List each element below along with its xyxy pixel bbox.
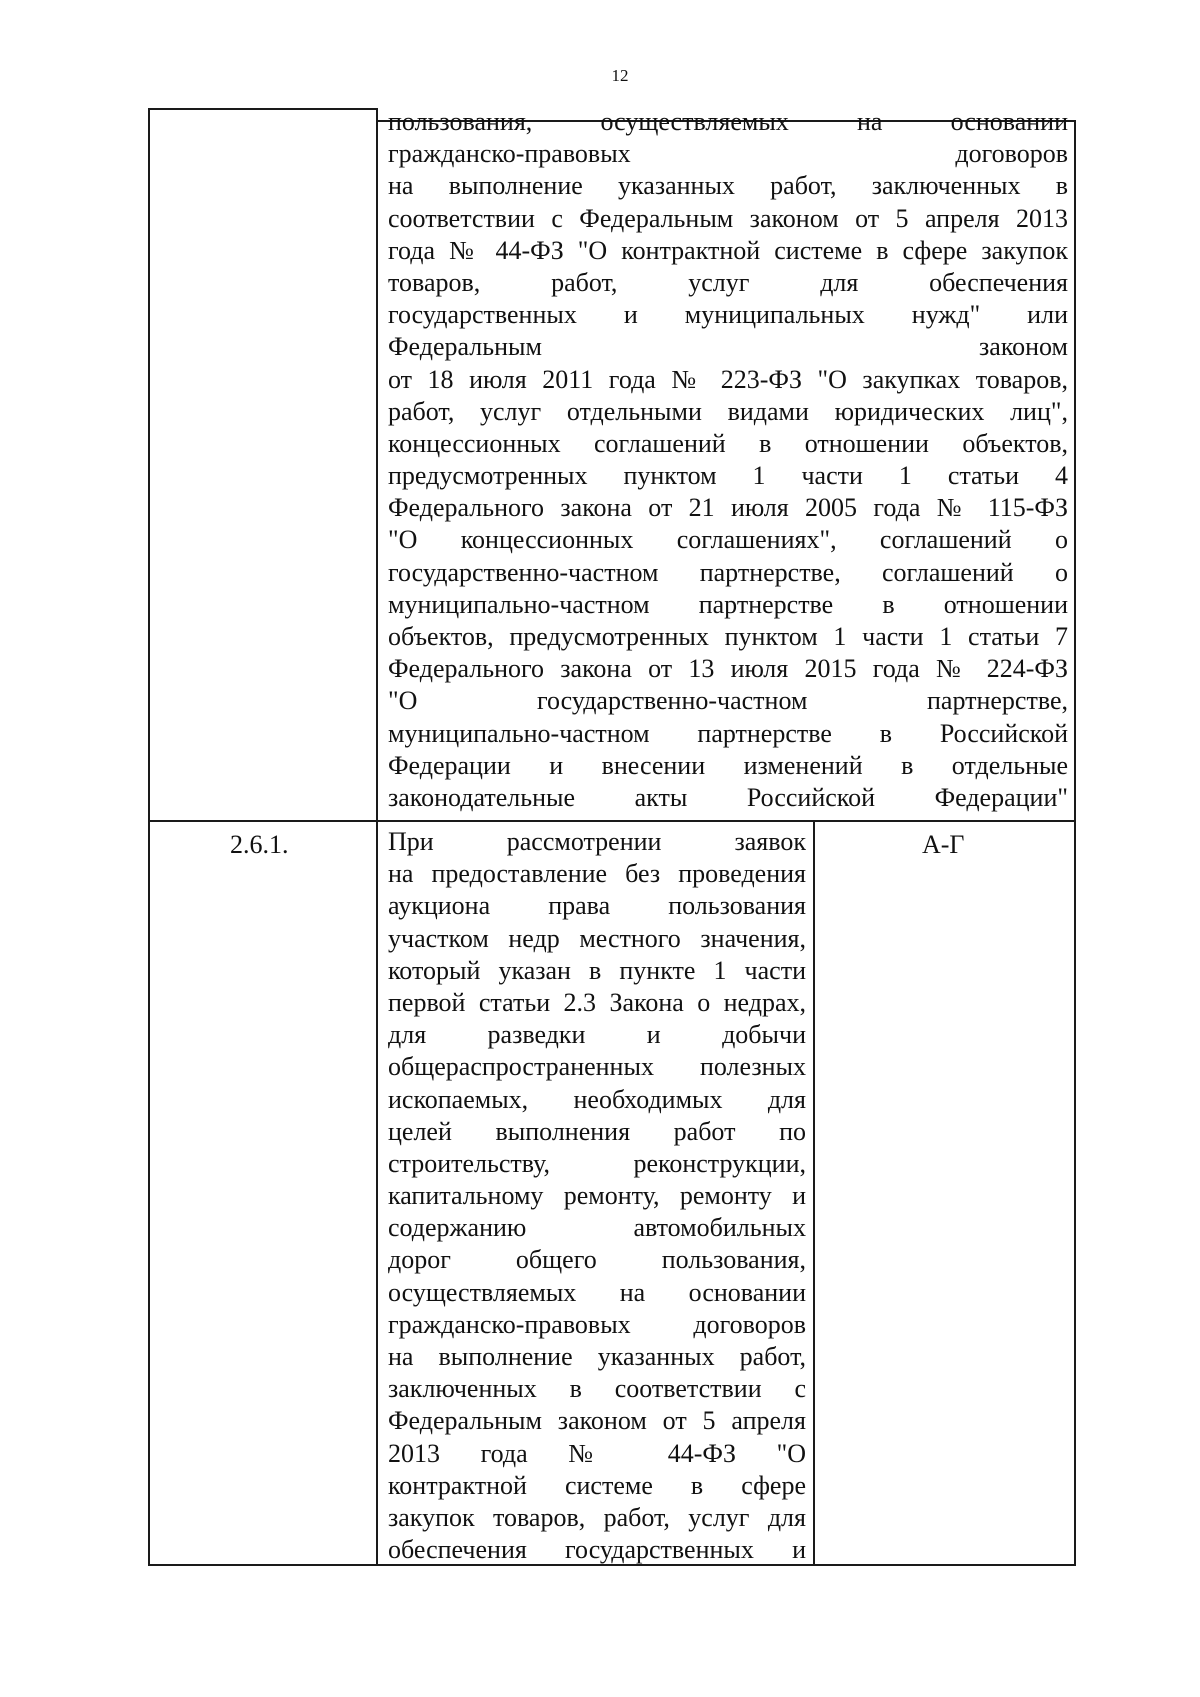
description-line: Федерального закона от 13 июля 2015 года № 224-ФЗ (388, 654, 1068, 684)
description-line: законодательные акты Российской Федерации" (388, 782, 1068, 812)
description-line: государственно-частном партнерстве, соглашений о (388, 557, 1068, 587)
description-line: на выполнение указанных работ, заключенных в (388, 171, 1068, 201)
description-line: аукциона права пользования (388, 891, 806, 921)
description-line: строительству, реконструкции, (388, 1148, 806, 1178)
description-line: товаров, работ, услуг для обеспечения (388, 267, 1068, 297)
description-line: объектов, предусмотренных пунктом 1 части 1 статьи 7 (388, 622, 1068, 651)
description-line: "О концессионных соглашениях", соглашений о (388, 525, 1068, 555)
page-number: 12 (611, 66, 629, 85)
description-line: Федеральным законом (388, 332, 1068, 362)
table-border-top (148, 108, 378, 110)
description-line: концессионных соглашений в отношении объектов, (388, 428, 1068, 458)
description-line: года № 44-ФЗ "О контрактной системе в сфере закупок (388, 235, 1068, 265)
description-line: от 18 июля 2011 года № 223-ФЗ "О закупках товаров, (388, 364, 1068, 394)
description-line: Федеральным законом от 5 апреля (388, 1406, 806, 1436)
description-line: участком недр местного значения, (388, 923, 806, 953)
item-number: 2.6.1. (230, 830, 289, 859)
table-row-description (388, 106, 1068, 814)
description-line: муниципально-частном партнерстве в Российской (388, 718, 1068, 748)
description-line: закупок товаров, работ, услуг для (388, 1502, 806, 1532)
description-line: муниципально-частном партнерстве в отношении (388, 589, 1068, 619)
description-line: обеспечения государственных и (388, 1535, 806, 1565)
description-line: гражданско-правовых договоров (388, 139, 1068, 169)
description-line: государственных и муниципальных нужд" или (388, 300, 1068, 330)
description-line: целей выполнения работ по (388, 1116, 806, 1146)
table-row-description (388, 826, 806, 1566)
description-line: для разведки и добычи (388, 1020, 806, 1050)
table-border-left (148, 108, 150, 1566)
description-line: осуществляемых на основании (388, 1277, 806, 1307)
description-line: соответствии с Федеральным законом от 5 апреля 2013 (388, 203, 1068, 233)
description-line: ископаемых, необходимых для (388, 1084, 806, 1114)
description-line: "О государственно-частном партнерстве, (388, 686, 1068, 716)
description-line: заключенных в соответствии с (388, 1374, 806, 1404)
table-column-divider (376, 108, 378, 1566)
description-line: дорог общего пользования, (388, 1245, 806, 1275)
description-line: При рассмотрении заявок (388, 827, 806, 856)
description-line: содержанию автомобильных (388, 1213, 806, 1243)
description-line: Федерации и внесении изменений в отдельные (388, 750, 1068, 780)
table-column-divider (813, 822, 815, 1566)
description-line: общераспространенных полезных (388, 1052, 806, 1082)
requirements-table (148, 108, 1076, 1566)
description-line: пользования, осуществляемых на основании (388, 107, 1068, 136)
description-line: на выполнение указанных работ, (388, 1342, 806, 1371)
table-row-divider (148, 820, 1076, 822)
description-line: капитальному ремонту, ремонту и (388, 1181, 806, 1211)
description-line: работ, услуг отдельными видами юридических лиц", (388, 396, 1068, 426)
description-line: на предоставление без проведения (388, 859, 806, 889)
description-line: первой статьи 2.3 Закона о недрах, (388, 987, 806, 1017)
description-line: гражданско-правовых договоров (388, 1309, 806, 1339)
table-border-right (1074, 120, 1076, 1566)
description-line: контрактной системе в сфере (388, 1470, 806, 1500)
description-line: который указан в пункте 1 части (388, 955, 806, 985)
description-line: 2013 года № 44-ФЗ "О (388, 1438, 806, 1468)
category-mark: А-Г (922, 830, 965, 859)
description-line: Федерального закона от 21 июля 2005 года № 115-ФЗ (388, 493, 1068, 523)
description-line: предусмотренных пунктом 1 части 1 статьи 4 (388, 461, 1068, 491)
